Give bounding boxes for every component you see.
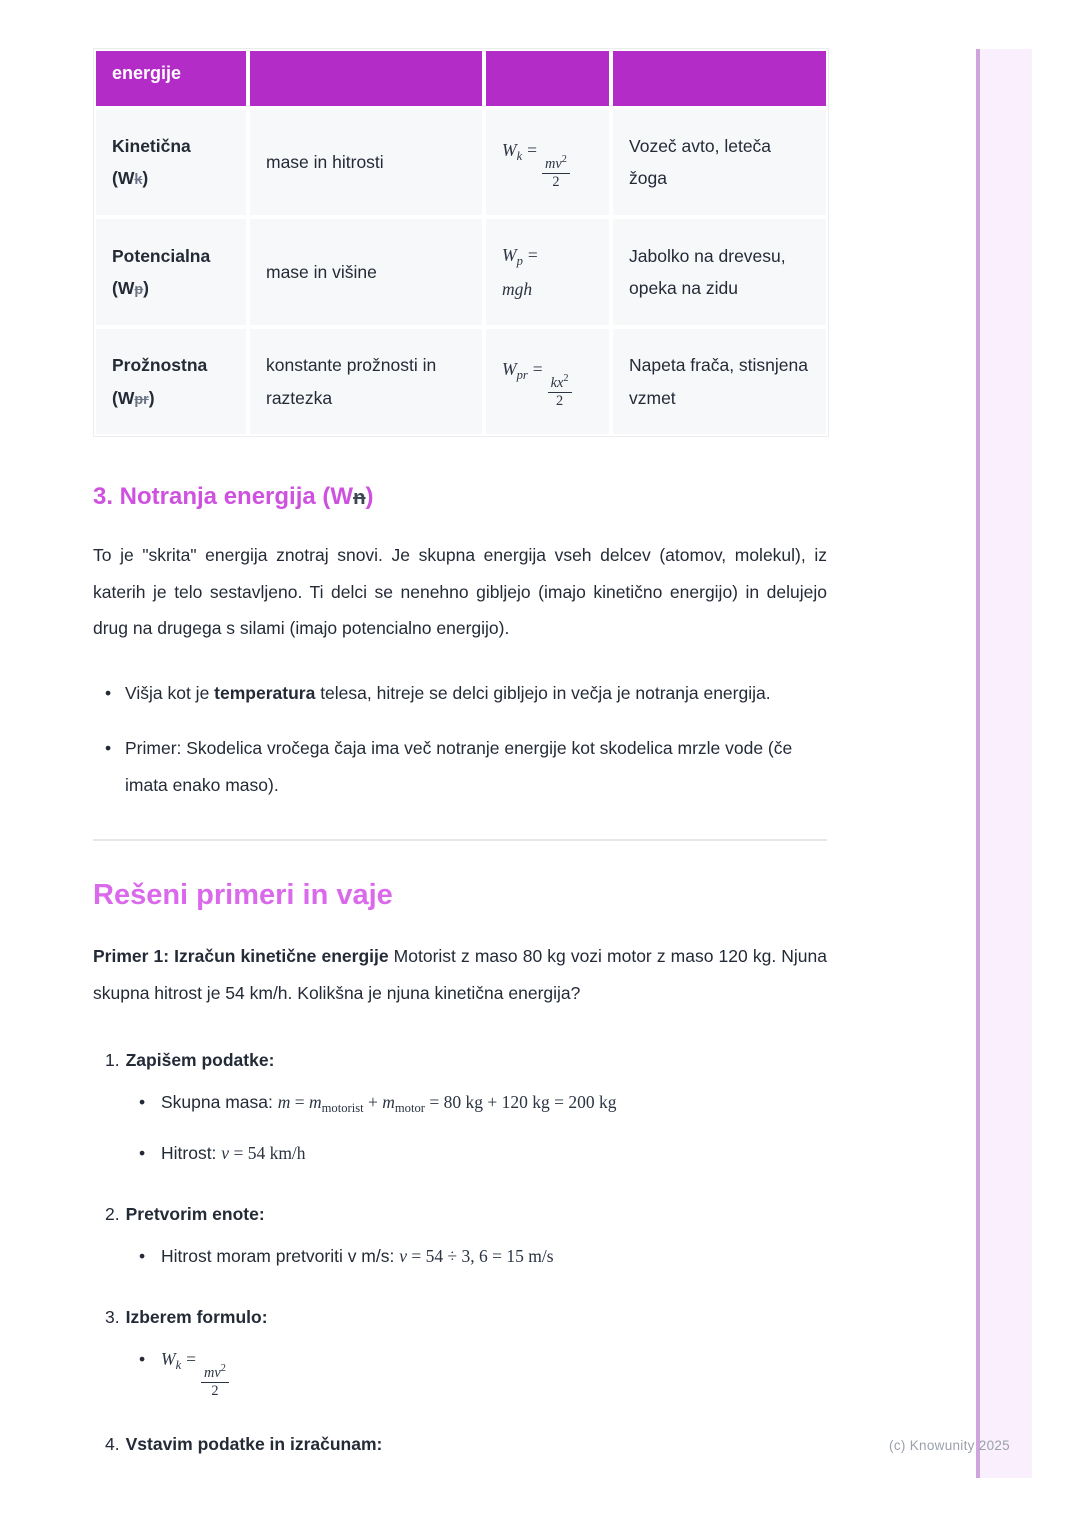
cell-example: Jabolko na drevesu, opeka na zidu [611,217,828,327]
energy-name: Kinetična [112,136,191,156]
energy-name: Prožnostna [112,355,208,376]
table-row-proznostna [94,327,828,436]
footer-copyright: (c) Knowunity 2025 [889,1438,1010,1453]
step-item-1: 1. Zapišem podatke: [105,1049,275,1070]
energy-types-table [93,48,829,437]
header-cell-3 [484,49,611,108]
symbol-subscript: p [134,281,144,298]
kinetic-formula: $W_k$ = $\frac{mv^2}{2}$ [161,1349,229,1369]
sub-bullet: • Skupna masa: $m = m_{motorist} + m_{motor} = 80$ kg + 120 kg = 200 kg [93,1086,827,1121]
table-header-row [94,49,828,108]
step-item-3: 3. Izberem formulo: [105,1307,268,1328]
table-row-kineticna [94,108,828,217]
cell-example: Napeta frača, stisnjena vzmet [611,327,828,436]
cell-depends: konstante prožnosti in raztezka [248,327,484,436]
step-1-substeps [93,1086,827,1170]
step-item-2: 2. Pretvorim enote: [105,1203,265,1224]
energy-name: Potencialna [112,245,211,266]
header-cell-4 [611,49,828,108]
document-content [93,48,827,1458]
header-cell-energije: energije [94,49,248,108]
symbol-subscript: k [134,172,143,189]
sub-bullet: • Hitrost: v = 54 km/h [93,1137,827,1170]
formula-potential: $W_p$ = mgh [502,244,538,299]
cell-type [94,217,248,327]
section-heading-notranja-energija: 3. Notranja energija (Wn) [93,482,374,510]
cell-formula [484,217,611,327]
list-item: • Višja kot je temperatura telesa, hitreje se delci gibljejo in večja je notranja energija. [93,675,827,712]
cell-example: Vozeč avto, leteča žoga [611,108,828,217]
page-margin-stripe [976,49,1032,1478]
step-3-substeps [93,1343,827,1399]
symbol-subscript: pr [134,391,149,408]
heading-subscript: n [353,486,366,509]
energy-symbol: (Wk) [112,168,149,189]
section-paragraph: To je "skrita" energija znotraj snovi. Je skupna energija vseh delcev (atomov, molekul), iz katerih je telo sestavljeno. Ti delci se nenehno gibljejo (imajo kinetično energijo) in delujejo drug na drugega s silami (imajo potencialno energijo). [93,544,827,639]
table-row-potencialna [94,217,828,327]
cell-formula [484,108,611,217]
step-item-4: 4. Vstavim podatke in izračunam: [105,1433,383,1454]
cell-type [94,108,248,217]
list-item: • Primer: Skodelica vročega čaja ima več notranje energije kot skodelica mrzle vode (če imata enako maso). [93,730,827,804]
section-divider [93,839,827,841]
formula-elastic: $W_{pr}$ = $\frac{kx^2}{2}$ [502,359,572,379]
header-cell-2 [248,49,484,108]
primer-paragraph: Primer 1: Izračun kinetične energije Motorist z maso 80 kg vozi motor z maso 120 kg. Njuna skupna hitrost je 54 km/h. Kolikšna je njuna kinetična energija? [93,946,827,1004]
energy-symbol: (Wpr) [112,387,155,408]
cell-formula [484,327,611,436]
primer-title: Primer 1: Izračun kinetične energije [93,946,389,967]
energy-symbol: (Wp) [112,277,149,298]
speed-equation: v = 54 km/h [221,1142,306,1163]
solution-steps [93,1046,827,1458]
sub-bullet: • Hitrost moram pretvoriti v m/s: v = 54 ÷ 3, 6 = 15 m/s [93,1240,827,1273]
bullet-list [93,675,827,803]
formula-kinetic: $W_k$ = $\frac{mv^2}{2}$ [502,140,570,160]
solved-examples-heading: Rešeni primeri in vaje [93,879,393,912]
cell-type [94,327,248,436]
step-2-substeps [93,1240,827,1273]
mass-equation: $m = m_{motorist} + m_{motor} = 80$ kg + 120 kg = 200 kg [277,1091,617,1115]
cell-depends: mase in višine [248,217,484,327]
sub-bullet [93,1343,827,1399]
conversion-equation: v = 54 ÷ 3, 6 = 15 m/s [399,1245,554,1266]
cell-depends: mase in hitrosti [248,108,484,217]
